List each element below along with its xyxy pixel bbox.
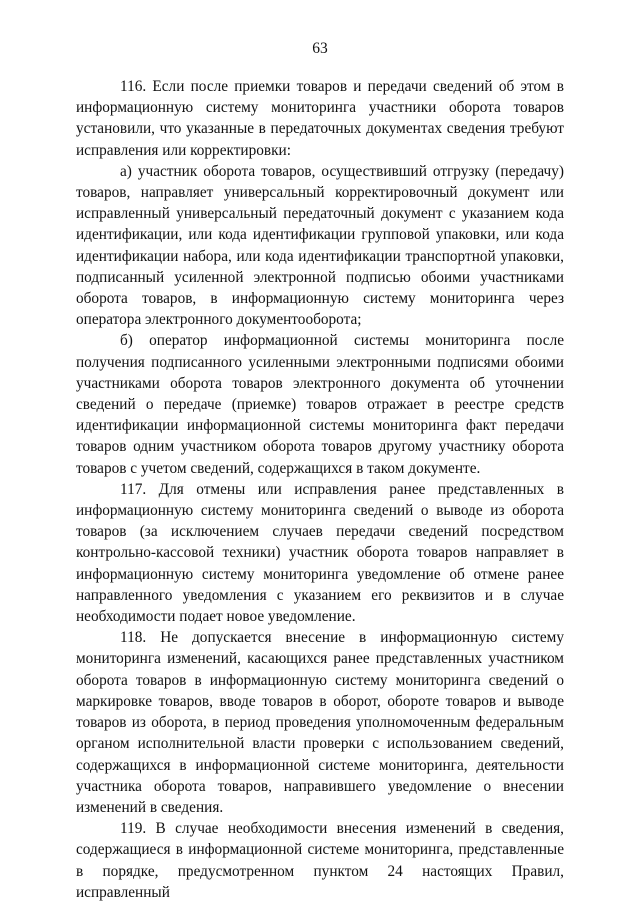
document-body [76,76,564,903]
paragraph-116: 116. Если после приемки товаров и передачи сведений об этом в информационную систему мониторинга участники оборота товаров установили, что указанные в передаточных документах сведения требуют исправления или корректировки: [76,78,564,159]
paragraph-117: 117. Для отмены или исправления ранее представленных в информационную систему мониторинга сведений о выводе из оборота товаров (за исключением случаев передачи сведений посредством контрольно-кассовой техники) участник оборота товаров направляет в информационную систему мониторинга уведомление об отмене ранее направленного уведомления с указанием его реквизитов и в случае необходимости подает новое уведомление. [76,480,564,626]
paragraph-119: 119. В случае необходимости внесения изменений в сведения, содержащиеся в информационной системе мониторинга, представленные в порядке, предусмотренном пунктом 24 настоящих Правил, исправленный [76,820,564,901]
page-number: 63 [312,40,328,57]
paragraph-116-b: б) оператор информационной системы мониторинга после получения подписанного усиленными электронными подписями обоими участниками оборота товаров электронного документа об уточнении сведений о передаче (приемке) товаров отражает в реестре средств идентификации информационной системы мониторинга факт передачи товаров одним участником оборота товаров другому участнику оборота товаров с учетом сведений, содержащихся в таком документе. [76,332,564,477]
paragraph-118: 118. Не допускается внесение в информационную систему мониторинга изменений, касающихся ранее представленных участником оборота товаров в информационную систему мониторинга сведений о маркировке товаров, вводе товаров в оборот, обороте товаров и выводе товаров из оборота, в период проведения уполномоченным федеральным органом исполнительной власти проверки с использованием сведений, содержащихся в информационной системе мониторинга, деятельности участника оборота товаров, направившего уведомление о внесении изменений в сведения. [76,629,564,816]
paragraph-116-a: а) участник оборота товаров, осуществивший отгрузку (передачу) товаров, направляет универсальный корректировочный документ или исправленный универсальный передаточный документ с указанием кода идентификации, или кода идентификации групповой упаковки, или кода идентификации набора, или кода идентификации транспортной упаковки, подписанный усиленной электронной подписью обоими участниками оборота товаров, в информационную систему мониторинга через оператора электронного документооборота; [76,162,564,329]
